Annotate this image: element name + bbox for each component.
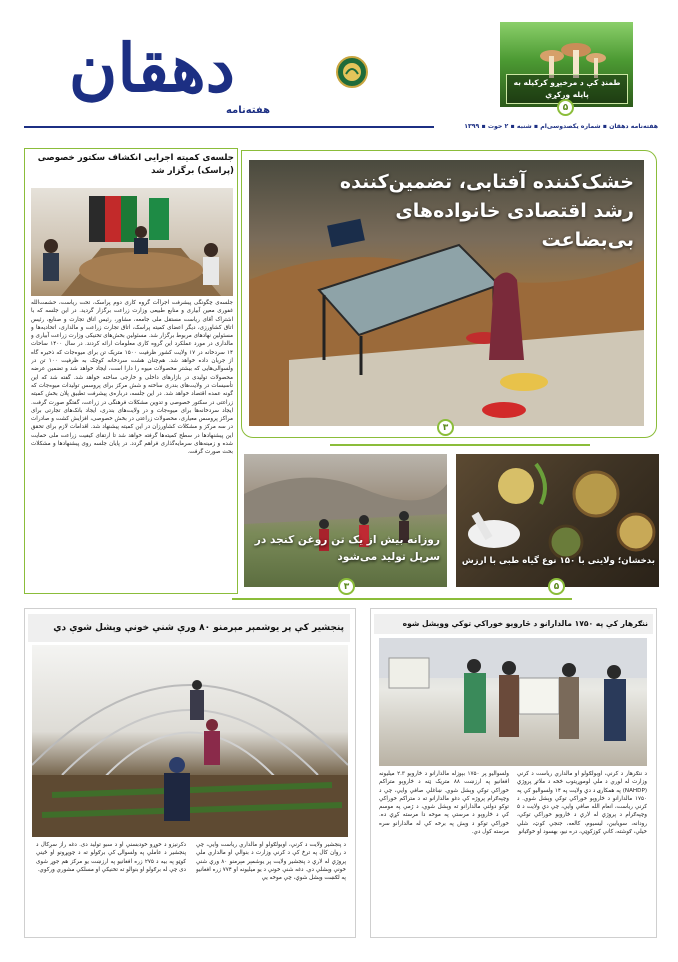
issue-bar (24, 122, 658, 132)
bottom-right-col1: د ننګرهار د کرنې، اوبولګولو او مالداري ریاست د کرنې وزارت له لوري د ملي لوموړیتوب څخه د ملاتړ پروژې (NAHDP) په همکارۍ د دې ولایت په ۱۴ ولسوالیو کې په ۱۷۵۰ مالدارانو د څاروېو خوراکي توکي وېشل شوي. د کرنې ریاست، انعام الله صافي وایي، چې دې ولایت د ۵ وچپه‌ګرام د پروژې له لارې د څاروېو خوراکي توکي، رودانه، سویابین، لیسیوم، کالعه، جنجي کوټ، شلي خیلي، ګوشته، کانې کوزکوټې، دره نیو، بهسود او خوګیانو (517, 771, 647, 836)
middle-divider (232, 598, 572, 600)
meeting-illustration (31, 188, 233, 296)
bottom-right-col2: ولسوالیو پر ۱۷۵۰ بېوزله مالدارانو د څاروېو ۲.۳ میلیونه افغانیو په ارزښت ۸۸ متریک ټنه د څاروېو متراکم خوراکي توکي وېشل شوي. ښاغلي صافي وایي، چې د وچپه‌ګرام پروژه کې دغو مالدارانو ته د متراکم خوراکي توکو دولتي مالدارانو ته وېشل شوي، د ژمي په موسم کې د څاروېو د مرستې په موخه دا مرسته کړې ده. خوراکي توکو د وېش په برخه کې له مالدارانو سره مرسته کول دي. (379, 771, 509, 836)
left-article-title[interactable]: جلسه‌ی کمیته اجرایی انکشاف سکتور خصوصی (پراسک) برگزار شد (37, 153, 234, 176)
masthead (0, 0, 678, 135)
hero-headline[interactable]: خشک‌کننده آفتابی، تضمین‌کننده رشد اقتصادی خانواده‌های بی‌بضاعت (339, 171, 634, 251)
masthead-title: دهقان (68, 29, 236, 107)
ministry-seal-icon (336, 56, 368, 88)
teaser-image-mushrooms[interactable] (500, 22, 633, 107)
masthead-subtitle: هفته‌نامه (225, 105, 270, 116)
bottom-left-col2: دکرنیزو د خوړو خودبسنې او د سبو تولید دی. دغه راز سږکال د پنجشیر د عاملي په ولسوالۍ کې برګولو ته د چوپړونو او ځینې کوټو په بیه د ۲۷۵ زره افغانیو په ارزښت یو مرکز هم جوړ شوی دی چې له برګولو او بنوالو ته تخنیکي او مسلکي مشوري ورکوي. (36, 842, 186, 873)
hero-divider (330, 444, 590, 446)
feed-distribution-illustration (379, 638, 647, 766)
meeting-photo[interactable] (31, 188, 233, 296)
bottom-left-col1: د پنجشیر ولایت د کرنې، اوبولګولو او مالداري ریاست وایي، چې د روان کال په ترڅ کې د کرنې وزارت د بنوالي او مالداري ملي پروژې له لارې د پنجشیر ولایت پر یوشمېر مېرمنو ۸۰ ورې شنې خونې وېشلې دي. دغه شنې خونې د یو میلیونه او ۷۷۴ زره افغانیو په لګښت وېشل شوې، چې موخه یې (196, 842, 346, 882)
issue-bar-rule (24, 126, 434, 128)
teaser-page-number: ۵ (557, 99, 574, 116)
bottom-left-title[interactable]: پنجشیر کې پر یوشمېر مېرمنو ۸۰ ورې شنې خونې وېشل شوې دي (28, 614, 350, 642)
greenhouse-illustration (32, 645, 348, 837)
issue-line: هفته‌نامه دهقان ▪ شماره یکصدوسی‌ام ▪ شنبه ▪ ۲ حوت ▪ ۱۳۹۹ (464, 123, 658, 130)
herbs-caption[interactable]: بدخشان؛ ولایتی با ۱۵۰ نوع گیاه طبی با ارزش (461, 556, 655, 566)
livestock-feed-photo[interactable] (379, 638, 647, 766)
left-article-body: جلسه‌ی چگونگی پیشرفت اجراآت گروه کاری دوم پراسک، تحت ریاست، حشمت‌الله غفوری معین آبیاری و منابع طبیعی وزارت زراعت برگزار گردید. در این جلسه که با اشتراک آقای ریاست مستقل ملی جامعه، مشاور، رئیس اتاق تجارت و صنایع، رئیس اتاق کشاورزی، دیگر اعضای کمیته پراسک، اتاق تجارت زراعت و مالداری، اتحادیه‌ها و مسئولین نهادهای مربوط برگزار شد. مسئولین بخش‌های تخنیکی وزارت زراعت آبیاری و مالداری در مورد عملکرد این گروه کاری معلومات ارائه کردند. در سال ۱۴۰۰ ساحات ۱۴ سردخانه در ۱۷ ولایت کشور ظرفیت ۱۵۰۰ متریک تن برای میوه‌جات که ‌ذخیره ‌گاه از جریان داده خواهد شد. هم‌چنان هشت سردخانه کوچک به ظرفیت ۱۰۰ تن در ولسوالی‌هایی که بیشتر محصولات میوه را دارا است، ایجاد خواهد شد و تضمین عرضه محصولات تولیدی در بازار‌های داخلی و خارجی ساخته خواهد شد. گفته شد که این تأسیسات در ولایت‌های بندری ساخته و شش مرکز برای پروسس تولیدات میوه‌جات که گونه عمده اقتصاد خواهد شد. در این جلسه، درباره‌ی پیشرفت تطبیق پلان بخش کمیته زراعتی در سکتور خصوصی و تدوین مشکلات فرهنگی در زراعت، گفتگو صورت گرفت. ایجاد سردخانه‌ها برای میوه‌جات و در ولایت‌های بندری، ایجاد بانک‌های تجارتی برای مراکز پروسس معیاری، محصولات زراعتی در بخش خصوصی، افزایش کشت و صادرات در سه مرکز و مشکلات کشاورزان در این کمیته پیشنهاد شد. اقدامات لازم برای تحقق این پیشنهادها در سطح کمیته‌ها گرفته خواهد شد تا ارتقای کیفیت زراعت ملی حمایت شده و زمینه‌های سرمایه‌گذاری فراهم گردد. در پایان جلسه روی پیشنهاد‌ها و مشکلات بحث صورت گرفت. (31, 300, 233, 456)
hero-page-number: ۳ (437, 419, 454, 436)
sesame-page-number: ۳ (338, 578, 355, 595)
teaser-caption: طمنډ کې د مرخېړو کرکیله به پایله ورکړي (506, 74, 628, 104)
sesame-caption[interactable]: روزانه بیش از یک تن روغن کنجد در سرپل تولید می‌شود (254, 534, 440, 563)
bottom-right-title[interactable]: ننګرهار کې په ۱۷۵۰ مالدارانو د څاروېو خوراکي توکي ووېشل شوه (374, 614, 653, 634)
herbs-page-number: ۵ (548, 578, 565, 595)
greenhouse-photo[interactable] (32, 645, 348, 837)
